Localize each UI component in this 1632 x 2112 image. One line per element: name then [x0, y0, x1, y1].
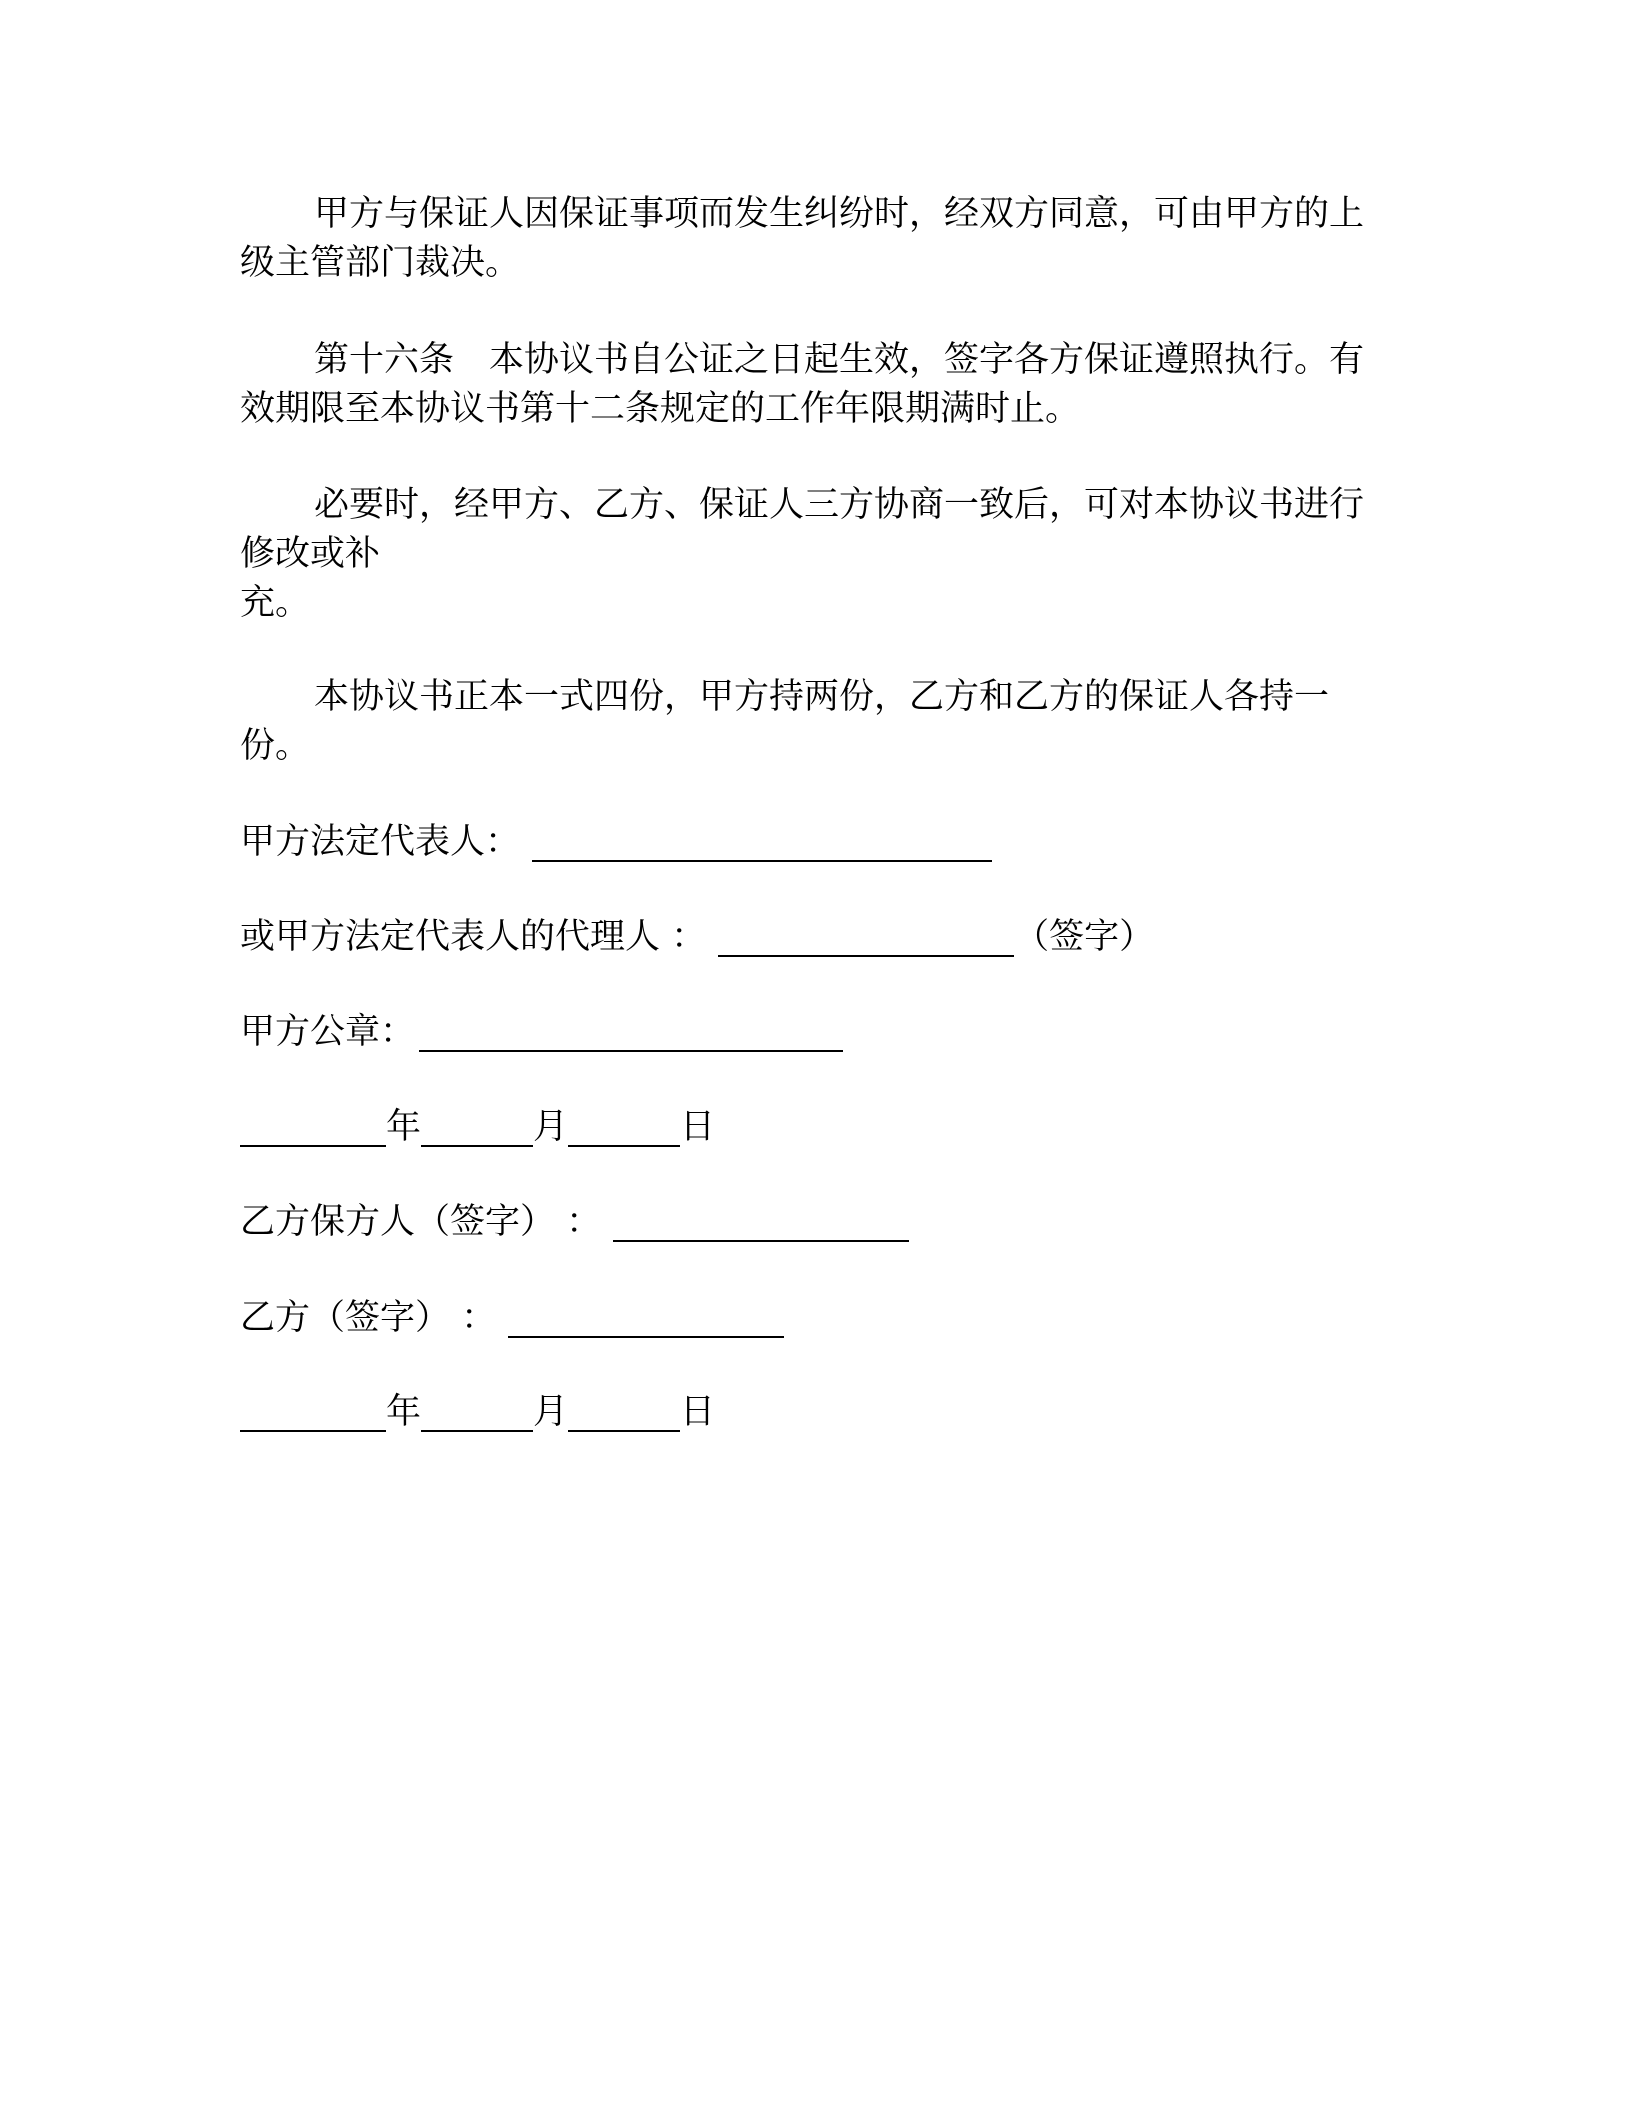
party-b-date-line: [240, 1388, 715, 1437]
party-b-guarantor-line: [240, 1198, 909, 1247]
party-a-agent-line: [240, 913, 1154, 962]
day-label: 日: [680, 1392, 716, 1432]
party-a-seal-line: [240, 1008, 843, 1057]
day-label: 日: [680, 1107, 716, 1147]
month-label: 月: [533, 1107, 569, 1147]
party-b-field[interactable]: [508, 1300, 784, 1338]
paragraph-dispute: 甲方与保证人因保证事项而发生纠纷时，经双方同意，可由甲方的上级主管部门裁决。: [240, 194, 1365, 283]
year-label: 年: [386, 1107, 422, 1147]
party-a-agent-sign-suffix: （签字）: [1014, 917, 1155, 957]
party-b-label: 乙方（签字） ：: [240, 1298, 497, 1338]
paragraph-amendment-end: 充。: [240, 583, 311, 623]
party-a-representative-label: 甲方法定代表人：: [240, 822, 521, 862]
party-b-year-field[interactable]: [240, 1394, 386, 1432]
party-a-seal-label: 甲方公章：: [240, 1012, 416, 1052]
party-a-agent-field[interactable]: [718, 919, 1014, 957]
party-a-year-field[interactable]: [240, 1109, 386, 1147]
party-b-guarantor-field[interactable]: [613, 1204, 909, 1242]
party-a-day-field[interactable]: [568, 1109, 680, 1147]
paragraph-article-16: 第十六条 本协议书自公证之日起生效，签字各方保证遵照执行。有效期限至本协议书第十二条规定的工作年限期满时止。: [240, 340, 1365, 429]
party-a-seal-field[interactable]: [419, 1014, 843, 1052]
party-a-representative-field[interactable]: [532, 824, 992, 862]
party-b-month-field[interactable]: [421, 1394, 533, 1432]
year-label: 年: [386, 1392, 422, 1432]
month-label: 月: [533, 1392, 569, 1432]
party-b-line: [240, 1294, 784, 1343]
party-a-month-field[interactable]: [421, 1109, 533, 1147]
party-b-guarantor-label: 乙方保方人（签字） ：: [240, 1202, 602, 1242]
party-b-day-field[interactable]: [568, 1394, 680, 1432]
party-a-representative-line: [240, 818, 992, 867]
paragraph-copies: 本协议书正本一式四份，甲方持两份，乙方和乙方的保证人各持一份。: [240, 677, 1330, 766]
party-a-date-line: [240, 1103, 715, 1152]
party-a-agent-label: 或甲方法定代表人的代理人 ：: [240, 917, 707, 957]
paragraph-amendment: 必要时，经甲方、乙方、保证人三方协商一致后，可对本协议书进行修改或补: [240, 485, 1365, 574]
